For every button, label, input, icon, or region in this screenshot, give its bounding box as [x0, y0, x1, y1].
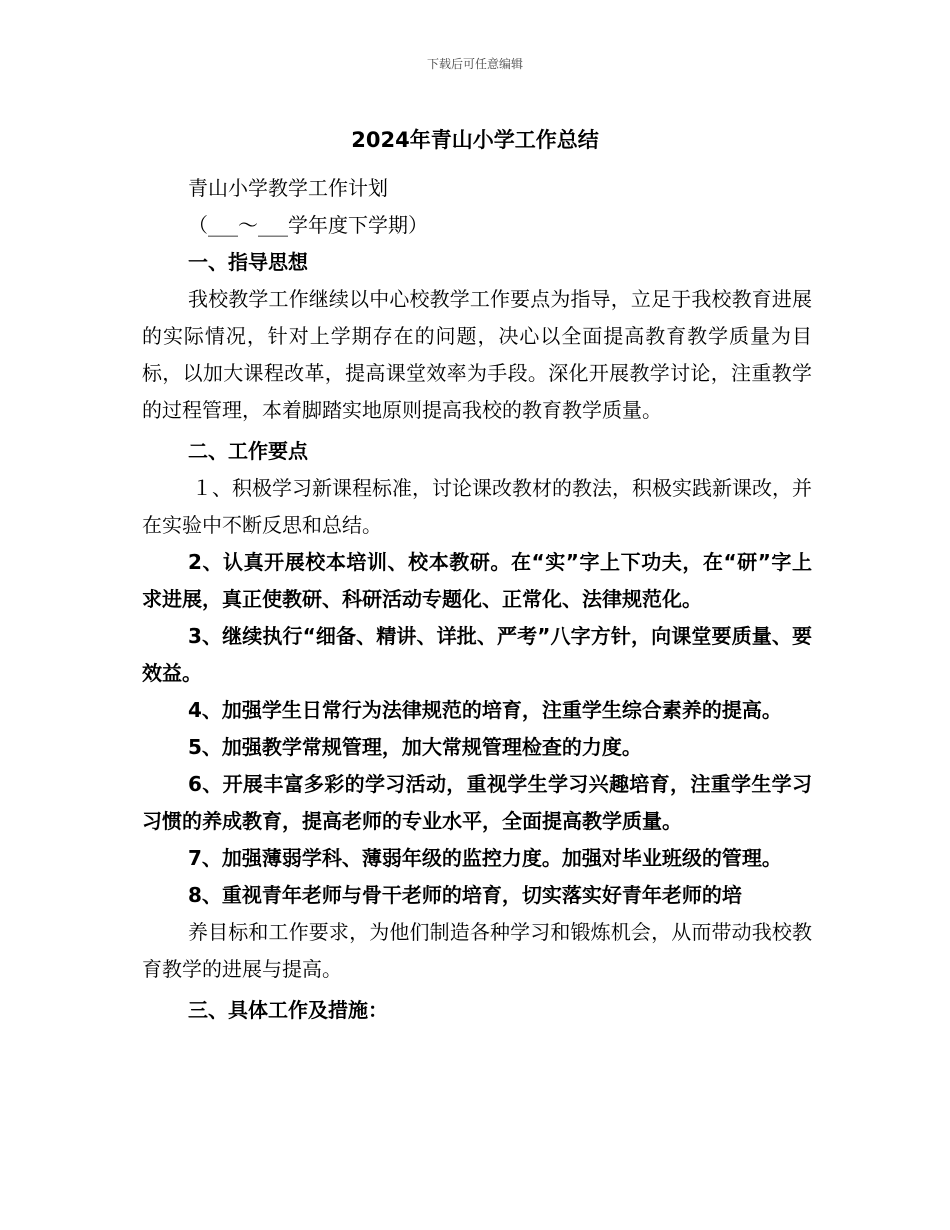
work-point-6: 6、开展丰富多彩的学习活动，重视学生学习兴趣培育，注重学生学习习惯的养成教育，提高老师的专业水平，全面提高教学质量。: [142, 772, 812, 833]
work-point-3: 3、继续执行“细备、精讲、详批、严考”八字方针，向课堂要质量、要效益。: [142, 624, 812, 685]
section1-heading: 一、指导思想: [188, 250, 308, 274]
document-body: [142, 170, 812, 1029]
work-point-1: １、积极学习新课程标准，讨论课改教材的教法，积极实践新课改，并在实验中不断反思和总结。: [142, 476, 812, 537]
subtitle: 青山小学教学工作计划: [188, 176, 388, 200]
section3-heading: 三、具体工作及措施：: [188, 998, 388, 1022]
term-line: （___～___学年度下学期）: [188, 213, 428, 237]
work-point-4: 4、加强学生日常行为法律规范的培育，注重学生综合素养的提高。: [188, 698, 782, 722]
work-point-2: 2、认真开展校本培训、校本教研。在“实”字上下功夫，在“研”字上求进展，真正使教研、科研活动专题化、正常化、法律规范化。: [142, 550, 812, 611]
section2-heading: 二、工作要点: [188, 439, 308, 463]
work-point-8-continuation: 养目标和工作要求，为他们制造各种学习和锻炼机会，从而带动我校教育教学的进展与提高。: [142, 920, 812, 981]
document-title: 2024年青山小学工作总结: [351, 128, 599, 152]
work-point-5: 5、加强教学常规管理，加大常规管理检查的力度。: [188, 735, 642, 759]
work-point-8: 8、重视青年老师与骨干老师的培育，切实落实好青年老师的培: [188, 883, 742, 907]
header-note: 下载后可任意编辑: [426, 57, 523, 71]
section1-text: 我校教学工作继续以中心校教学工作要点为指导，立足于我校教育进展的实际情况，针对上学期存在的问题，决心以全面提高教育教学质量为目标，以加大课程改革，提高课堂效率为手段。深化开展教学讨论，注重教学的过程管理，本着脚踏实地原则提高我校的教育教学质量。: [142, 287, 812, 422]
work-point-7: 7、加强薄弱学科、薄弱年级的监控力度。加强对毕业班级的管理。: [188, 846, 782, 870]
